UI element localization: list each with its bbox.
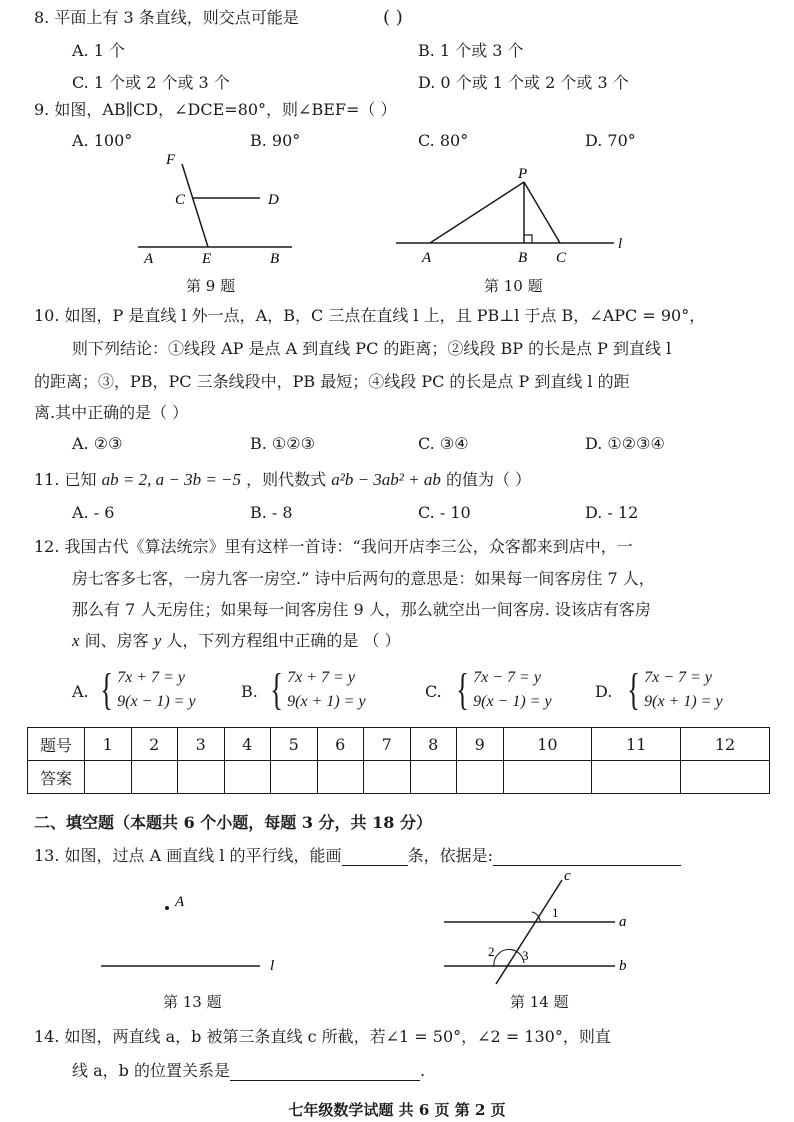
answer-table-number: 5 xyxy=(271,728,318,761)
fig10-label-c: C xyxy=(556,250,567,266)
answer-table-number: 9 xyxy=(457,728,504,761)
q11-option-d: D. - 12 xyxy=(585,503,639,522)
q12-option-b-eq1: 7x + 7 = y xyxy=(287,669,355,686)
answer-table-number: 4 xyxy=(224,728,271,761)
figure-14 xyxy=(430,868,640,986)
answer-table-number: 10 xyxy=(503,728,592,761)
answer-cell[interactable] xyxy=(131,761,178,794)
brace-icon: { xyxy=(456,665,469,714)
q14-line-2 xyxy=(72,1061,425,1081)
answer-table-number: 2 xyxy=(131,728,178,761)
q11-stem xyxy=(34,470,531,490)
q10-option-c: C. ③④ xyxy=(418,434,469,453)
q12-option-c-label: C. xyxy=(425,682,442,701)
answer-cell[interactable] xyxy=(224,761,271,794)
brace-icon: { xyxy=(627,665,640,714)
q12-option-d-label: D. xyxy=(595,682,613,701)
answer-table-number: 11 xyxy=(592,728,681,761)
q13-count-blank[interactable] xyxy=(342,847,408,866)
q14-prefix: 线 a，b 的位置关系是 xyxy=(72,1061,230,1080)
figure-9 xyxy=(130,150,300,270)
fig9-label-d: D xyxy=(268,192,279,208)
fig10-label-p: P xyxy=(518,166,528,182)
q12-line-3: 那么有 7 人无房住；如果每一间客房住 9 人，那么就空出一间客房. 设该店有客房 xyxy=(72,600,651,619)
q12-option-d-system xyxy=(623,666,723,714)
q8-option-a: A. 1 个 xyxy=(72,41,125,60)
fig10-right-angle-mark xyxy=(524,235,532,243)
answer-cell[interactable] xyxy=(364,761,411,794)
fig14-label-angle-1: 1 xyxy=(552,905,559,920)
fig10-segment-pc xyxy=(524,182,560,243)
fig9-label-e: E xyxy=(202,251,212,267)
answer-cell[interactable] xyxy=(503,761,592,794)
answer-table-number: 8 xyxy=(410,728,457,761)
q9-option-b: B. 90° xyxy=(250,131,301,150)
fig13-label-a: A xyxy=(175,894,185,910)
fig14-label-angle-2: 2 xyxy=(488,944,495,959)
q12-option-c-system xyxy=(452,666,552,714)
q11-suffix: 的值为（ ） xyxy=(445,470,532,489)
q13-reason-blank[interactable] xyxy=(493,847,681,866)
fig14-label-angle-3: 3 xyxy=(522,948,529,963)
fig13-point-a xyxy=(165,906,169,910)
fig9-label-b: B xyxy=(270,251,280,267)
fig14-label-b: b xyxy=(619,958,627,974)
q12-line-1: 12. 我国古代《算法统宗》里有这样一首诗：“我问开店李三公，众客都来到店中，一 xyxy=(34,537,633,556)
page-footer: 七年级数学试题 共 6 页 第 2 页 xyxy=(288,1101,506,1119)
q11-option-a: A. - 6 xyxy=(72,503,115,522)
answer-table-number-head: 题号 xyxy=(28,728,85,761)
q9-option-c: C. 80° xyxy=(418,131,469,150)
brace-icon: { xyxy=(100,665,113,714)
answer-table-number: 3 xyxy=(178,728,225,761)
fig10-label-a: A xyxy=(422,250,432,266)
q12-option-c-eq2: 9(x − 1) = y xyxy=(473,693,552,710)
q12-option-a-system xyxy=(96,666,196,714)
q12-line-4-b: 间、房客 xyxy=(79,631,154,650)
answer-cell[interactable] xyxy=(271,761,318,794)
q11-option-b: B. - 8 xyxy=(250,503,293,522)
q12-option-b-label: B. xyxy=(241,682,258,701)
fig10-caption: 第 10 题 xyxy=(484,277,543,295)
answer-cell[interactable] xyxy=(85,761,132,794)
q11-expression-math: a²b − 3ab² + ab xyxy=(331,470,441,489)
answer-cell[interactable] xyxy=(592,761,681,794)
q8-option-b: B. 1 个或 3 个 xyxy=(418,41,524,60)
q13-mid: 条，依据是: xyxy=(407,846,493,865)
fig14-label-a: a xyxy=(619,914,627,930)
q12-option-b-system xyxy=(266,666,366,714)
fig9-label-a: A xyxy=(144,251,154,267)
fig9-label-f: F xyxy=(166,152,176,168)
fig10-label-b: B xyxy=(518,250,528,266)
answer-table-number: 12 xyxy=(681,728,770,761)
q10-line-3: 的距离；③，PB，PC 三条线段中，PB 最短；④线段 PC 的长是点 P 到直线 l 的距 xyxy=(34,372,630,391)
figure-10 xyxy=(392,162,632,270)
figure-13 xyxy=(95,888,295,978)
q11-option-c: C. - 10 xyxy=(418,503,471,522)
q12-option-a-eq1: 7x + 7 = y xyxy=(117,669,185,686)
q14-end: . xyxy=(419,1061,426,1080)
q13-prefix: 13. 如图，过点 A 画直线 l 的平行线，能画 xyxy=(34,846,342,865)
answer-table-number: 6 xyxy=(317,728,364,761)
answer-cell[interactable] xyxy=(178,761,225,794)
q10-line-2: 则下列结论：①线段 AP 是点 A 到直线 PC 的距离；②线段 BP 的长是点 P 到直线 l xyxy=(72,339,672,358)
q8-stem: 8. 平面上有 3 条直线，则交点可能是 xyxy=(34,8,299,27)
q9-option-a: A. 100° xyxy=(72,131,133,150)
fig14-line-c xyxy=(496,880,562,984)
q13-stem xyxy=(34,846,681,866)
q12-option-d-eq2: 9(x + 1) = y xyxy=(644,693,723,710)
brace-icon: { xyxy=(270,665,283,714)
answer-table-number: 1 xyxy=(85,728,132,761)
answer-table xyxy=(27,727,770,794)
fig13-label-l: l xyxy=(270,958,275,974)
q8-option-c: C. 1 个或 2 个或 3 个 xyxy=(72,73,230,92)
answer-cell[interactable] xyxy=(410,761,457,794)
q14-line-1: 14. 如图，两直线 a，b 被第三条直线 c 所截，若∠1 = 50°，∠2 = 130°，则直 xyxy=(34,1027,611,1046)
answer-cell[interactable] xyxy=(681,761,770,794)
q12-var-y: y xyxy=(153,631,162,650)
fig10-segment-pa xyxy=(430,182,524,243)
q11-condition-math: ab = 2, a − 3b = −5 xyxy=(101,470,242,489)
q10-option-a: A. ②③ xyxy=(72,434,123,453)
answer-table-answer-row xyxy=(28,761,770,794)
q12-option-d-eq1: 7x − 7 = y xyxy=(644,669,712,686)
q10-option-b: B. ①②③ xyxy=(250,434,315,453)
answer-cell[interactable] xyxy=(457,761,504,794)
q8-option-d: D. 0 个或 1 个或 2 个或 3 个 xyxy=(418,73,629,92)
fig14-label-c: c xyxy=(564,868,571,884)
fig9-caption: 第 9 题 xyxy=(186,277,236,295)
fig9-label-c: C xyxy=(175,192,186,208)
fig10-label-l: l xyxy=(618,236,623,252)
q9-stem: 9. 如图，AB∥CD，∠DCE=80°，则∠BEF=（ ） xyxy=(34,100,397,119)
fig14-caption: 第 14 题 xyxy=(510,993,569,1011)
q12-option-a-eq2: 9(x − 1) = y xyxy=(117,693,196,710)
q12-option-c-eq1: 7x − 7 = y xyxy=(473,669,541,686)
q10-option-d: D. ①②③④ xyxy=(585,434,665,453)
q10-line-1: 10. 如图，P 是直线 l 外一点，A，B，C 三点在直线 l 上，且 PB⊥l 于点 B，∠APC = 90°， xyxy=(34,306,706,325)
answer-table-number-row xyxy=(28,728,770,761)
answer-table-answer-head: 答案 xyxy=(28,761,85,794)
fig9-line-ef xyxy=(182,164,208,247)
q8-answer-paren: ( ) xyxy=(383,7,403,28)
q12-var-x: x xyxy=(72,631,80,650)
q11-mid: ，则代数式 xyxy=(246,470,327,489)
q12-line-4 xyxy=(72,631,401,651)
q10-line-4: 离.其中正确的是（ ） xyxy=(34,403,189,422)
answer-table-number: 7 xyxy=(364,728,411,761)
answer-cell[interactable] xyxy=(317,761,364,794)
q11-prefix: 11. 已知 xyxy=(34,470,97,489)
q12-option-a-label: A. xyxy=(72,682,89,701)
fig13-caption: 第 13 题 xyxy=(163,993,222,1011)
q9-option-d: D. 70° xyxy=(585,131,636,150)
q12-option-b-eq2: 9(x + 1) = y xyxy=(287,693,366,710)
q12-line-2: 房七客多七客，一房九客一房空.” 诗中后两句的意思是：如果每一间客房住 7 人， xyxy=(72,569,655,588)
section-2-title: 二、填空题（本题共 6 个小题，每题 3 分，共 18 分） xyxy=(34,813,432,832)
q14-relation-blank[interactable] xyxy=(230,1062,420,1081)
q12-line-4-d: 人，下列方程组中正确的是 （ ） xyxy=(161,631,401,650)
